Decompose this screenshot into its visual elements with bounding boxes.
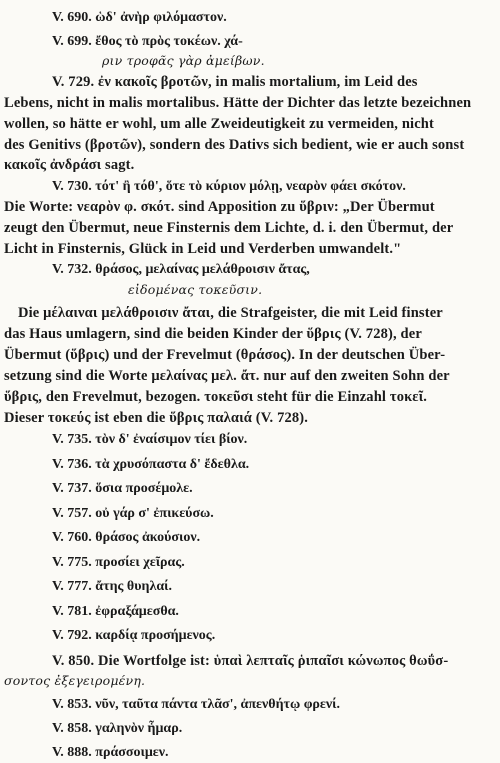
text-line: V. 888. πράσσοιμεν. xyxy=(52,744,169,760)
text-line: V. 850. Die Wortfolge ist: ὑπαὶ λεπταῖς ῥιπαῖσι κώνωπος θωΰσ- xyxy=(52,652,449,669)
text-line: setzung sind die Worte μελαίνας μελ. ἄτ. nur auf den zweiten Sohn der xyxy=(4,368,450,384)
text-line: V. 760. θράσος ἀκούσιον. xyxy=(52,530,201,545)
text-line: V. 781. ἐφραξάμεσθα. xyxy=(52,603,179,619)
text-line: V. 858. γαληνὸν ἦμαρ. xyxy=(52,720,183,736)
text-line: V. 775. προσίει χεῖρας. xyxy=(52,554,185,570)
text-line: σοντος ἐξεγειρομένη. xyxy=(4,672,146,688)
text-line: V. 735. τὸν δ' ἐναίσιμον τίει βίον. xyxy=(52,432,248,447)
text-line: V. 792. καρδίᾳ προσήμενος. xyxy=(52,628,216,643)
text-line: κακοῖς ἀνδράσι sagt. xyxy=(4,157,135,173)
text-line: Licht in Finsternis, Glück in Leid und Verderben umwandelt." xyxy=(4,241,402,257)
text-line: V. 732. θράσος, μελαίνας μελάθροισιν ἄτας, xyxy=(52,262,310,277)
text-line: V. 690. ὡδ' ἀνὴρ φιλόμαστον. xyxy=(52,10,227,25)
text-line: wollen, so hätte er wohl, um alle Zweideutigkeit zu vermeiden, nicht xyxy=(4,116,434,132)
text-line: Lebens, nicht in malis mortalibus. Hätte der Dichter das letzte bezeichnen xyxy=(4,95,472,111)
text-line: V. 736. τὰ χρυσόπαστα δ' ἔδεθλα. xyxy=(52,456,250,472)
text-line: V. 699. ἔθος τὸ πρὸς τοκέων. χά- xyxy=(52,34,243,49)
text-line: ριν τροφᾶς γὰρ ἀμείβων. xyxy=(102,53,265,68)
text-line: Übermut (ὕβρις) und der Frevelmut (θράσος). In der deutschen Über- xyxy=(4,347,446,363)
text-line: zeugt den Übermut, neue Finsternis dem Lichte, d. i. den Übermut, der xyxy=(4,220,454,236)
text-line: Die Worte: νεαρὸν φ. σκότ. sind Apposition zu ὕβριν: „Der Übermut xyxy=(4,199,435,215)
text-line: V. 757. οὐ γάρ σ' ἐπικεύσω. xyxy=(52,505,214,521)
text-line: Dieser τοκεύς ist eben die ὕβρις παλαιά (V. 728). xyxy=(4,410,309,426)
text-line: des Genitivs (βροτῶν), sondern des Dativs sich bedient, wie er auch sonst xyxy=(4,137,465,153)
text-line: V. 729. ἐν κακοῖς βροτῶν, in malis mortalium, im Leid des xyxy=(52,74,418,90)
text-line: Die μέλαιναι μελάθροισιν ἄται, die Strafgeister, die mit Leid finster xyxy=(18,305,443,321)
text-line: V. 730. τότ' ἢ τόθ', ὅτε τὸ κύριον μόλῃ, νεαρὸν φάει σκότον. xyxy=(52,179,406,194)
text-line: V. 853. νῦν, ταῦτα πάντα τλᾶσ', ἀπενθήτῳ φρενί. xyxy=(52,696,341,712)
text-line: εἰδομένας τοκεῦσιν. xyxy=(128,282,263,297)
text-line: das Haus umlagern, sind die beiden Kinder der ὕβρις (V. 728), der xyxy=(4,326,422,342)
text-line: V. 737. ὅσια προσέμολε. xyxy=(52,481,193,496)
text-line: ὕβρις, den Frevelmut, bezogen. τοκεῦσι steht für die Einzahl τοκεῖ. xyxy=(4,389,428,405)
text-line: V. 777. ἄτης θυηλαί. xyxy=(52,579,172,594)
